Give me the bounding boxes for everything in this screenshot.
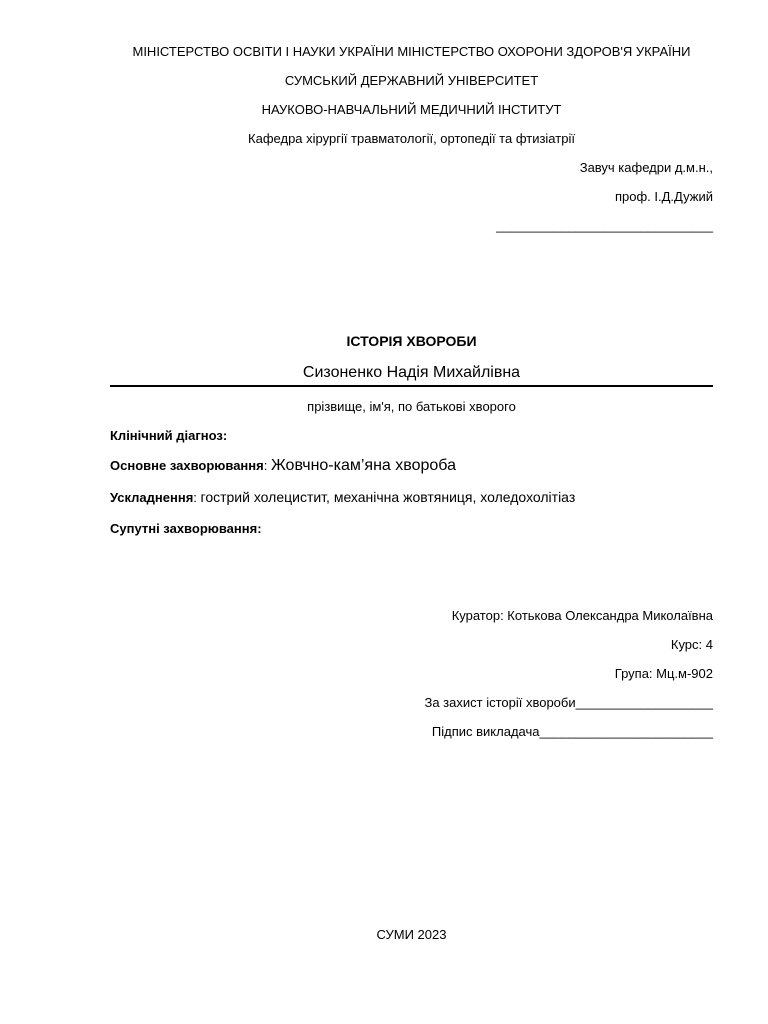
defense-line: За захист історії хвороби___________________: [424, 695, 713, 710]
complications-line: Ускладнення: гострий холецистит, механічна жовтяниця, холедохолітіаз: [110, 489, 576, 505]
city-year: СУМИ 2023: [376, 927, 447, 942]
complications-label: Ускладнення: [110, 490, 194, 505]
clinical-diagnosis-label: Клінічний діагноз:: [110, 428, 228, 443]
university-heading: СУМСЬКИЙ ДЕРЖАВНИЙ УНІВЕРСИТЕТ: [284, 73, 539, 88]
institute-heading: НАУКОВО-НАВЧАЛЬНИЙ МЕДИЧНИЙ ІНСТИТУТ: [261, 102, 562, 117]
group-line: Група: Мц.м-902: [614, 666, 713, 681]
main-disease-line: Основне захворювання: Жовчно-кам’яна хвороба: [110, 457, 456, 474]
department-heading: Кафедра хірургії травматології, ортопедії та фтизіатрії: [248, 131, 575, 146]
curator-line: Куратор: Котькова Олександра Миколаївна: [451, 608, 713, 623]
document-title: ІСТОРІЯ ХВОРОБИ: [346, 333, 477, 349]
comorbid-label: Супутні захворювання:: [110, 521, 262, 536]
main-disease-label: Основне захворювання: [110, 458, 264, 473]
approval-signature-line: ______________________________: [496, 218, 713, 233]
patient-name: Сизоненко Надія Михайлівна: [302, 364, 521, 381]
course-line: Курс: 4: [670, 637, 713, 652]
patient-caption: прізвище, ім'я, по батькові хворого: [307, 399, 516, 414]
ministry-heading: МІНІСТЕРСТВО ОСВІТИ І НАУКИ УКРАЇНИ МІНІСТЕРСТВО ОХОРОНИ ЗДОРОВ'Я УКРАЇНИ: [132, 44, 691, 59]
teacher-signature-line: Підпис викладача________________________: [431, 724, 713, 739]
patient-name-underline: [110, 385, 713, 387]
complications-value: гострий холецистит, механічна жовтяниця, холедохолітіаз: [200, 489, 576, 505]
main-disease-value: Жовчно-кам’яна хвороба: [270, 457, 456, 474]
approval-name: проф. І.Д.Дужий: [614, 189, 713, 204]
approval-title: Завуч кафедри д.м.н.,: [579, 160, 713, 175]
